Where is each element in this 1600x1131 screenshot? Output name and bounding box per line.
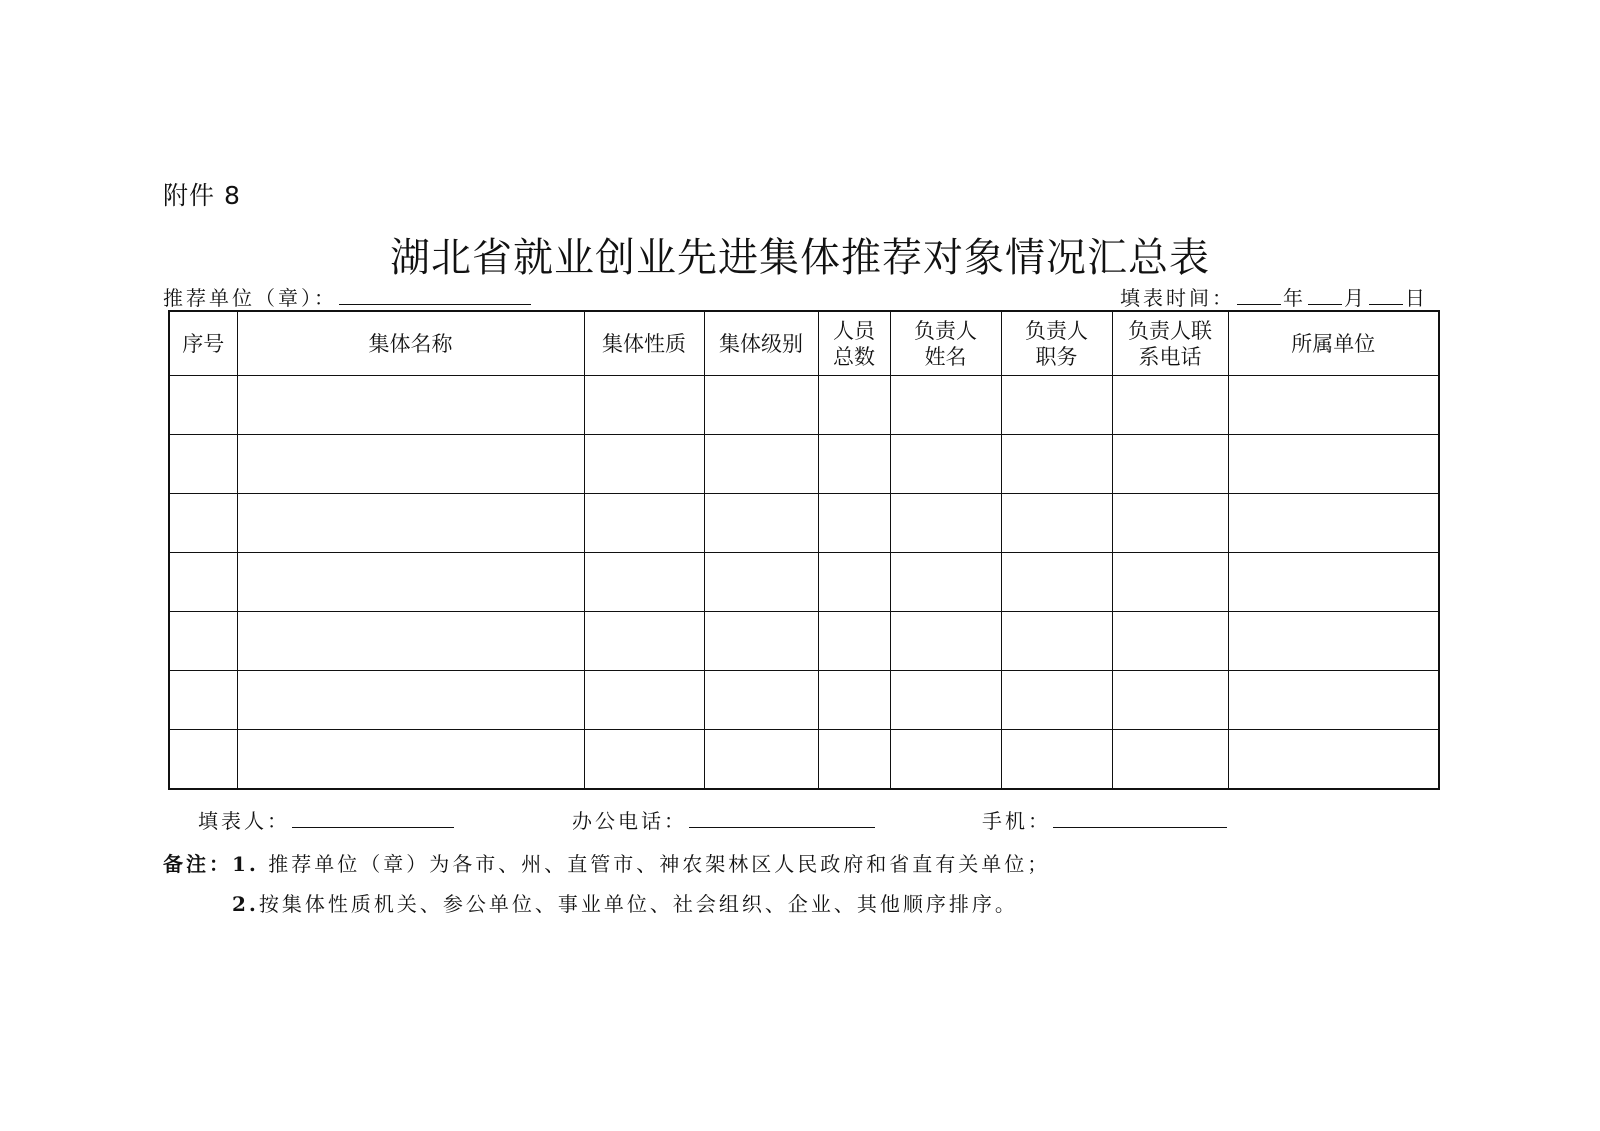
column-header xyxy=(1228,311,1439,376)
table-cell[interactable] xyxy=(584,612,704,671)
table-cell[interactable] xyxy=(890,671,1001,730)
table-cell[interactable] xyxy=(1228,612,1439,671)
table-cell[interactable] xyxy=(169,494,237,553)
table-cell[interactable] xyxy=(237,671,584,730)
table-cell[interactable] xyxy=(704,553,818,612)
note-2-text: 按集体性质机关、参公单位、事业单位、社会组织、企业、其他顺序排序。 xyxy=(258,892,1018,916)
table-cell[interactable] xyxy=(584,376,704,435)
summary-table xyxy=(168,310,1440,790)
column-header xyxy=(1001,311,1112,376)
table-row xyxy=(169,612,1439,671)
page-title: 湖北省就业创业先进集体推荐对象情况汇总表 xyxy=(390,235,1210,281)
office-phone-line xyxy=(572,805,877,834)
table-row xyxy=(169,553,1439,612)
table-cell[interactable] xyxy=(704,494,818,553)
table-cell[interactable] xyxy=(237,376,584,435)
column-header xyxy=(704,311,818,376)
year-blank[interactable] xyxy=(1237,286,1281,305)
column-header xyxy=(1112,311,1228,376)
table-cell[interactable] xyxy=(1112,553,1228,612)
table-cell[interactable] xyxy=(584,435,704,494)
table-row xyxy=(169,376,1439,435)
table-cell[interactable] xyxy=(890,612,1001,671)
column-header-text: 集体级别 xyxy=(719,331,803,356)
mobile-blank[interactable] xyxy=(1053,809,1227,828)
column-header-text: 职务 xyxy=(1035,344,1078,369)
table-row xyxy=(169,671,1439,730)
column-header xyxy=(890,311,1001,376)
recommending-unit-line xyxy=(163,282,533,311)
table-cell[interactable] xyxy=(237,435,584,494)
table-cell[interactable] xyxy=(818,376,890,435)
attachment-label: 附件 8 xyxy=(163,181,241,210)
filler-line xyxy=(198,805,456,834)
mobile-label: 手机： xyxy=(982,809,1051,833)
column-header-text: 人员 xyxy=(833,318,875,343)
table-cell[interactable] xyxy=(1228,376,1439,435)
column-header-text: 总数 xyxy=(833,344,875,369)
table-cell[interactable] xyxy=(818,730,890,790)
note-1-number: 1. xyxy=(232,852,259,876)
table-cell[interactable] xyxy=(818,435,890,494)
filler-blank[interactable] xyxy=(292,809,454,828)
table-cell[interactable] xyxy=(818,494,890,553)
column-header-text: 所属单位 xyxy=(1291,331,1376,356)
table-row xyxy=(169,494,1439,553)
day-label: 日 xyxy=(1405,286,1428,310)
day-blank[interactable] xyxy=(1369,286,1403,305)
table-cell[interactable] xyxy=(1228,494,1439,553)
table-cell[interactable] xyxy=(818,553,890,612)
table-cell[interactable] xyxy=(169,435,237,494)
note-2-number: 2. xyxy=(232,892,259,916)
column-header-text: 序号 xyxy=(182,331,225,356)
table-cell[interactable] xyxy=(890,730,1001,790)
table-cell[interactable] xyxy=(1228,730,1439,790)
table-cell[interactable] xyxy=(1001,612,1112,671)
table-body xyxy=(169,376,1439,790)
note-1 xyxy=(163,848,1050,877)
note-1-text: 推荐单位（章）为各市、州、直管市、神农架林区人民政府和省直有关单位； xyxy=(258,852,1051,876)
fill-date-label: 填表时间： xyxy=(1120,286,1235,310)
table-cell[interactable] xyxy=(890,435,1001,494)
table-cell[interactable] xyxy=(584,553,704,612)
table-cell[interactable] xyxy=(1112,730,1228,790)
table-cell[interactable] xyxy=(1112,435,1228,494)
table-cell[interactable] xyxy=(1228,671,1439,730)
table-cell[interactable] xyxy=(818,671,890,730)
table-cell[interactable] xyxy=(169,730,237,790)
filler-label: 填表人： xyxy=(198,809,290,833)
column-header xyxy=(237,311,584,376)
table-row xyxy=(169,730,1439,790)
table-cell[interactable] xyxy=(704,612,818,671)
month-label: 月 xyxy=(1344,286,1367,310)
column-header-text: 负责人 xyxy=(914,318,977,343)
table-cell[interactable] xyxy=(169,671,237,730)
table-cell[interactable] xyxy=(1112,494,1228,553)
column-header-text: 系电话 xyxy=(1138,344,1202,369)
table-cell[interactable] xyxy=(1228,435,1439,494)
table-cell[interactable] xyxy=(1001,435,1112,494)
table-cell[interactable] xyxy=(890,376,1001,435)
table-cell[interactable] xyxy=(1228,553,1439,612)
table-cell[interactable] xyxy=(704,435,818,494)
table-cell[interactable] xyxy=(237,494,584,553)
table-cell[interactable] xyxy=(169,553,237,612)
month-blank[interactable] xyxy=(1308,286,1342,305)
fill-date-line xyxy=(1120,282,1428,311)
column-header-text: 集体性质 xyxy=(602,331,686,356)
table-cell[interactable] xyxy=(584,730,704,790)
column-header-text: 集体名称 xyxy=(368,331,453,356)
table-cell[interactable] xyxy=(237,612,584,671)
table-cell[interactable] xyxy=(1001,730,1112,790)
column-header-text: 负责人 xyxy=(1025,318,1088,343)
table-cell[interactable] xyxy=(704,730,818,790)
column-header xyxy=(169,311,237,376)
recommending-unit-blank[interactable] xyxy=(339,286,531,305)
year-label: 年 xyxy=(1283,286,1306,310)
notes-label: 备注： xyxy=(163,852,232,876)
table-cell[interactable] xyxy=(704,671,818,730)
table-cell[interactable] xyxy=(1112,376,1228,435)
table-cell[interactable] xyxy=(1112,612,1228,671)
column-header-text: 姓名 xyxy=(924,344,967,369)
office-phone-blank[interactable] xyxy=(689,809,875,828)
table-cell[interactable] xyxy=(1001,376,1112,435)
note-2 xyxy=(232,888,1018,917)
table-cell[interactable] xyxy=(1001,553,1112,612)
table-cell[interactable] xyxy=(890,553,1001,612)
table-cell[interactable] xyxy=(237,730,584,790)
mobile-line xyxy=(982,805,1229,834)
table-cell[interactable] xyxy=(169,612,237,671)
table-cell[interactable] xyxy=(818,612,890,671)
column-header-text: 负责人联 xyxy=(1128,318,1212,343)
table-cell[interactable] xyxy=(169,376,237,435)
table-cell[interactable] xyxy=(1001,494,1112,553)
table-cell[interactable] xyxy=(1112,671,1228,730)
table-row xyxy=(169,435,1439,494)
office-phone-label: 办公电话： xyxy=(572,809,687,833)
recommending-unit-label: 推荐单位（章）： xyxy=(163,286,337,310)
table-cell[interactable] xyxy=(704,376,818,435)
table-cell[interactable] xyxy=(584,494,704,553)
table-cell[interactable] xyxy=(584,671,704,730)
table-cell[interactable] xyxy=(1001,671,1112,730)
table-header-row xyxy=(169,311,1439,376)
column-header xyxy=(584,311,704,376)
table-cell[interactable] xyxy=(237,553,584,612)
table-cell[interactable] xyxy=(890,494,1001,553)
column-header xyxy=(818,311,890,376)
